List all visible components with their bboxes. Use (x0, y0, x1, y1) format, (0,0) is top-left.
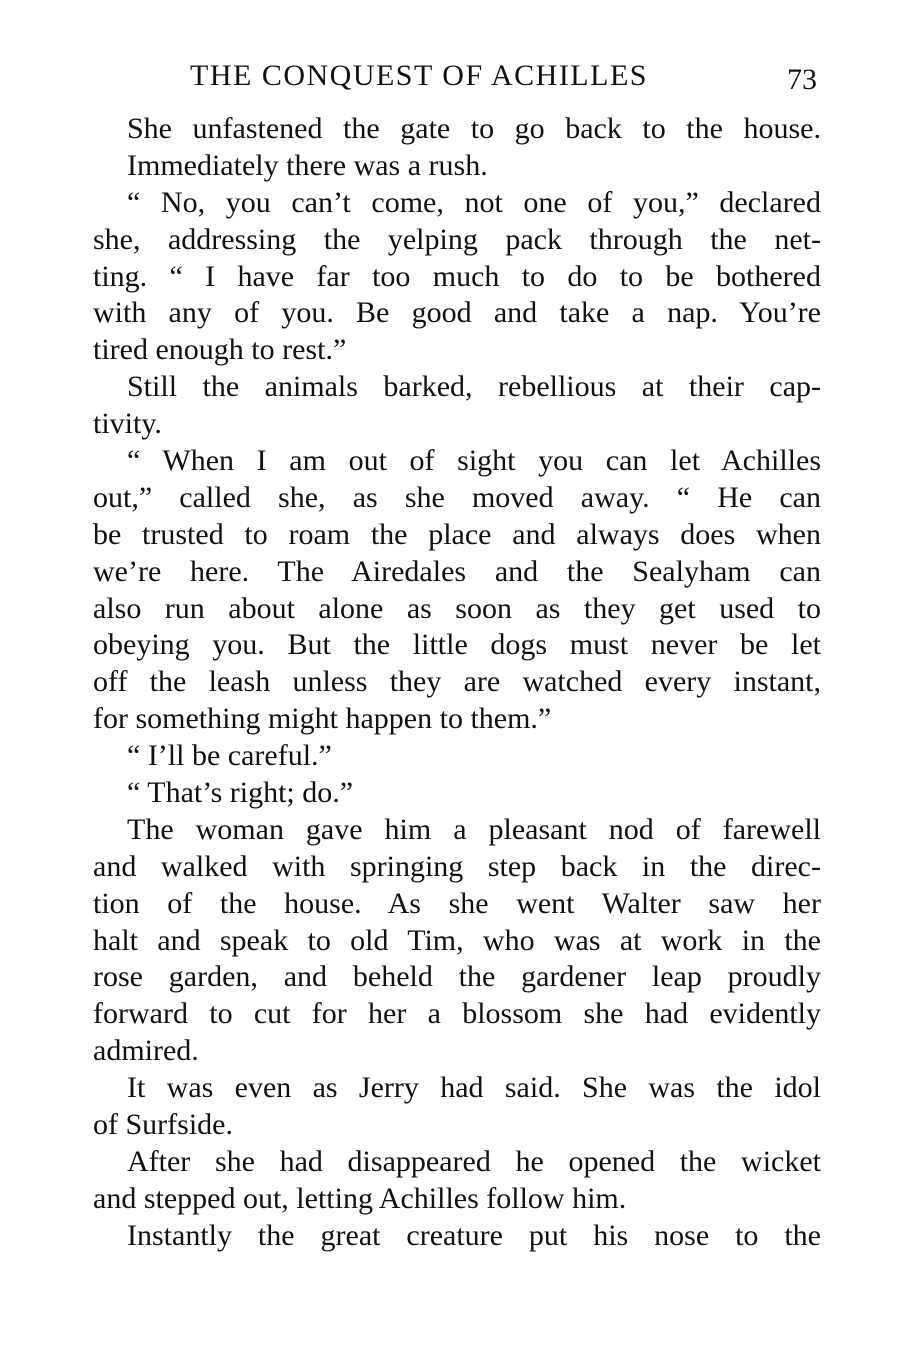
text-line: tired enough to rest.” (93, 333, 347, 367)
text-line: be trusted to roam the place and always does when (93, 517, 821, 551)
text-line: Still the animals barked, rebellious at their cap- (127, 370, 821, 404)
text-line: “ No, you can’t come, not one of you,” declared (127, 185, 821, 219)
text-line: we’re here. The Airedales and the Sealyham can (93, 554, 821, 588)
text-line: also run about alone as soon as they get used to (93, 591, 821, 625)
text-line: rose garden, and beheld the gardener leap proudly (93, 960, 821, 994)
text-line: tivity. (93, 407, 162, 441)
page-number: 73 (787, 63, 817, 96)
text-line: “ That’s right; do.” (127, 776, 354, 810)
text-line: tion of the house. As she went Walter saw her (93, 886, 821, 920)
text-line: She unfastened the gate to go back to the house. (127, 112, 821, 145)
text-line: After she had disappeared he opened the wicket (127, 1144, 821, 1178)
text-line: Immediately there was a rush. (127, 148, 488, 182)
text-line: she, addressing the yelping pack through the net- (93, 222, 821, 256)
text-line: “ When I am out of sight you can let Achilles (127, 444, 821, 478)
text-line: off the leash unless they are watched every instant, (93, 665, 821, 699)
text-line: halt and speak to old Tim, who was at work in the (93, 923, 821, 957)
text-line: It was even as Jerry had said. She was the idol (127, 1071, 821, 1105)
body-text (93, 111, 821, 1255)
text-line: forward to cut for her a blossom she had evidently (93, 997, 821, 1031)
running-title: THE CONQUEST OF ACHILLES (190, 59, 648, 92)
text-line: ting. “ I have far too much to do to be bothered (93, 259, 821, 293)
text-line: admired. (93, 1034, 199, 1068)
text-line: and stepped out, letting Achilles follow him. (93, 1181, 627, 1215)
text-line: and walked with springing step back in the direc- (93, 849, 821, 883)
text-line: Instantly the great creature put his nose to the (127, 1218, 821, 1252)
text-line: The woman gave him a pleasant nod of farewell (127, 812, 821, 846)
text-line: “ I’ll be careful.” (127, 739, 332, 773)
text-line: for something might happen to them.” (93, 702, 552, 736)
text-line: of Surfside. (93, 1108, 233, 1142)
text-line: obeying you. But the little dogs must never be let (93, 628, 821, 662)
text-line: out,” called she, as she moved away. “ He can (93, 480, 821, 514)
text-line: with any of you. Be good and take a nap. You’re (93, 296, 821, 330)
